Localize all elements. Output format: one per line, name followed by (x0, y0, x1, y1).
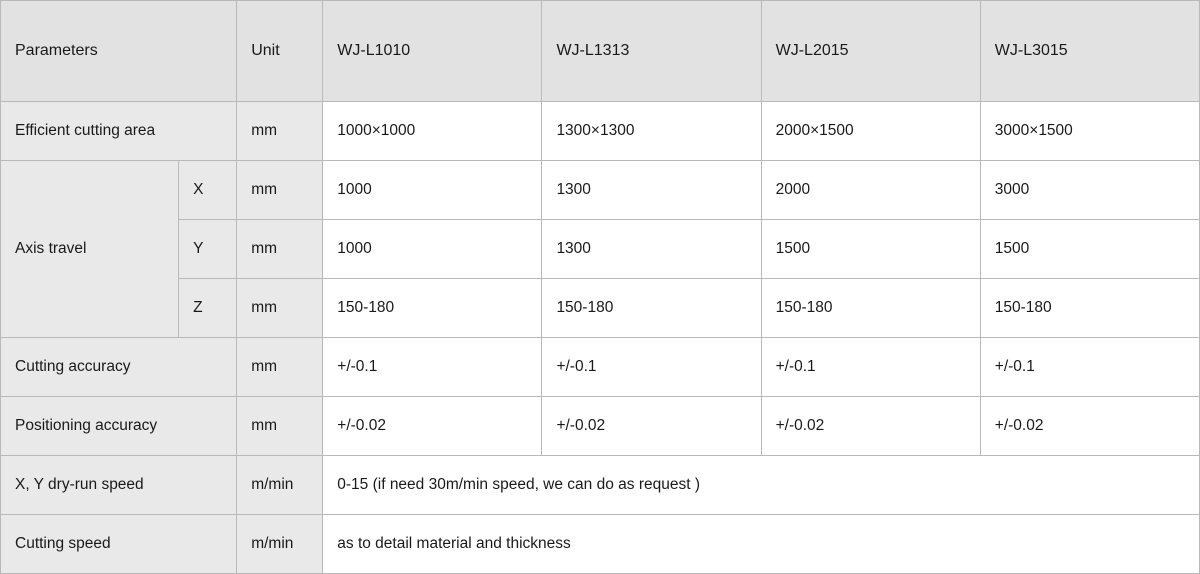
header-model-2: WJ-L1313 (542, 1, 761, 102)
header-parameters: Parameters (1, 1, 237, 102)
row-unit-cutting-speed: m/min (237, 515, 323, 574)
cell-axis-z-3: 150-180 (761, 279, 980, 338)
table-row (1, 279, 1200, 338)
row-unit-axis-y: mm (237, 220, 323, 279)
row-unit-axis-x: mm (237, 161, 323, 220)
header-model-3: WJ-L2015 (761, 1, 980, 102)
cell-dry-run-speed-merged: 0-15 (if need 30m/min speed, we can do as request ) (323, 456, 1200, 515)
cell-axis-z-1: 150-180 (323, 279, 542, 338)
cell-positioning-accuracy-3: +/-0.02 (761, 397, 980, 456)
cell-axis-x-4: 3000 (980, 161, 1199, 220)
row-label-cutting-area: Efficient cutting area (1, 102, 237, 161)
table-row (1, 102, 1200, 161)
cell-axis-y-1: 1000 (323, 220, 542, 279)
cell-cutting-area-1: 1000×1000 (323, 102, 542, 161)
table-row (1, 220, 1200, 279)
axis-letter-y: Y (179, 220, 237, 279)
cell-positioning-accuracy-4: +/-0.02 (980, 397, 1199, 456)
cell-cutting-area-2: 1300×1300 (542, 102, 761, 161)
table-row (1, 456, 1200, 515)
cell-positioning-accuracy-1: +/-0.02 (323, 397, 542, 456)
row-unit-cutting-area: mm (237, 102, 323, 161)
cell-cutting-accuracy-4: +/-0.1 (980, 338, 1199, 397)
row-label-axis-travel: Axis travel (1, 161, 179, 338)
table-row (1, 515, 1200, 574)
header-model-4: WJ-L3015 (980, 1, 1199, 102)
axis-letter-x: X (179, 161, 237, 220)
cell-axis-y-4: 1500 (980, 220, 1199, 279)
cell-axis-y-2: 1300 (542, 220, 761, 279)
row-label-positioning-accuracy: Positioning accuracy (1, 397, 237, 456)
row-label-cutting-accuracy: Cutting accuracy (1, 338, 237, 397)
row-unit-dry-run-speed: m/min (237, 456, 323, 515)
cell-cutting-accuracy-2: +/-0.1 (542, 338, 761, 397)
row-label-cutting-speed: Cutting speed (1, 515, 237, 574)
cell-axis-y-3: 1500 (761, 220, 980, 279)
cell-axis-x-2: 1300 (542, 161, 761, 220)
row-unit-cutting-accuracy: mm (237, 338, 323, 397)
cell-axis-x-1: 1000 (323, 161, 542, 220)
row-unit-axis-z: mm (237, 279, 323, 338)
cell-cutting-area-4: 3000×1500 (980, 102, 1199, 161)
table-row (1, 161, 1200, 220)
cell-axis-z-2: 150-180 (542, 279, 761, 338)
cell-cutting-accuracy-1: +/-0.1 (323, 338, 542, 397)
cell-cutting-speed-merged: as to detail material and thickness (323, 515, 1200, 574)
header-unit: Unit (237, 1, 323, 102)
cell-cutting-accuracy-3: +/-0.1 (761, 338, 980, 397)
cell-positioning-accuracy-2: +/-0.02 (542, 397, 761, 456)
axis-letter-z: Z (179, 279, 237, 338)
row-label-dry-run-speed: X, Y dry-run speed (1, 456, 237, 515)
header-model-1: WJ-L1010 (323, 1, 542, 102)
cell-cutting-area-3: 2000×1500 (761, 102, 980, 161)
row-unit-positioning-accuracy: mm (237, 397, 323, 456)
cell-axis-z-4: 150-180 (980, 279, 1199, 338)
cell-axis-x-3: 2000 (761, 161, 980, 220)
table-header-row (1, 1, 1200, 102)
table-row (1, 338, 1200, 397)
table-row (1, 397, 1200, 456)
